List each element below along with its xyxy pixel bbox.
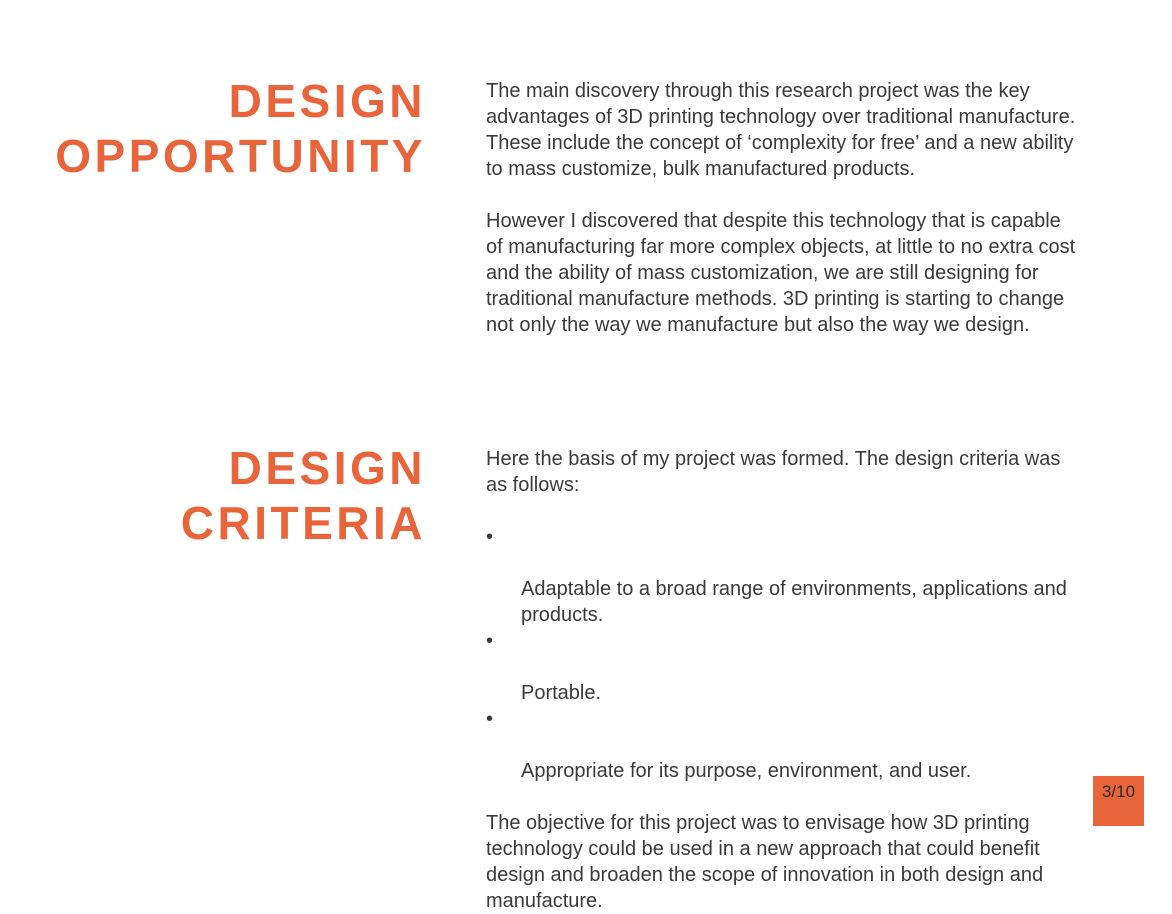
heading-line: DESIGN [228,75,426,127]
bullet-icon: • [486,630,494,652]
paragraph: The objective for this project was to envisage how 3D printing technology could be used in a new approach that could benefit design and broaden the scope of innovation in both design and manufacture. [486,812,1044,912]
list-item [486,628,1126,706]
paragraph: The main discovery through this research project was the key advantages of 3D printing technology over traditional manufacture. These include the concept of ‘complexity for free’ and a new ability to mass customize, bulk manufactured products. [486,80,1076,180]
list-item [486,524,1126,628]
page-number: 3/10 [1101,782,1136,801]
paragraph: However I discovered that despite this technology that is capable of manufacturing far more complex objects, at little to no extra cost and the ability of mass customization, we are still designing for traditional manufacture methods. 3D printing is starting to change not only the way we manufacture but also the way we design. [486,210,1076,336]
paragraph: Here the basis of my project was formed. The design criteria was as follows: [486,448,1061,496]
design-criteria-text [486,446,1126,914]
design-criteria-heading [181,441,426,551]
list-item [486,706,1126,784]
heading-line: CRITERIA [180,497,426,549]
bullet-icon: • [486,526,494,548]
design-opportunity-heading [55,74,426,184]
list-item-text: Appropriate for its purpose, environment, and user. [521,760,972,782]
design-opportunity-text [486,78,1126,338]
bullet-icon: • [486,708,494,730]
list-item-text: Adaptable to a broad range of environments, applications and products. [521,578,1067,626]
heading-line: DESIGN [228,442,426,494]
heading-line: OPPORTUNITY [55,130,426,182]
list-item-text: Portable. [521,682,602,704]
criteria-list [486,524,1126,784]
page-number-badge [1093,776,1144,826]
